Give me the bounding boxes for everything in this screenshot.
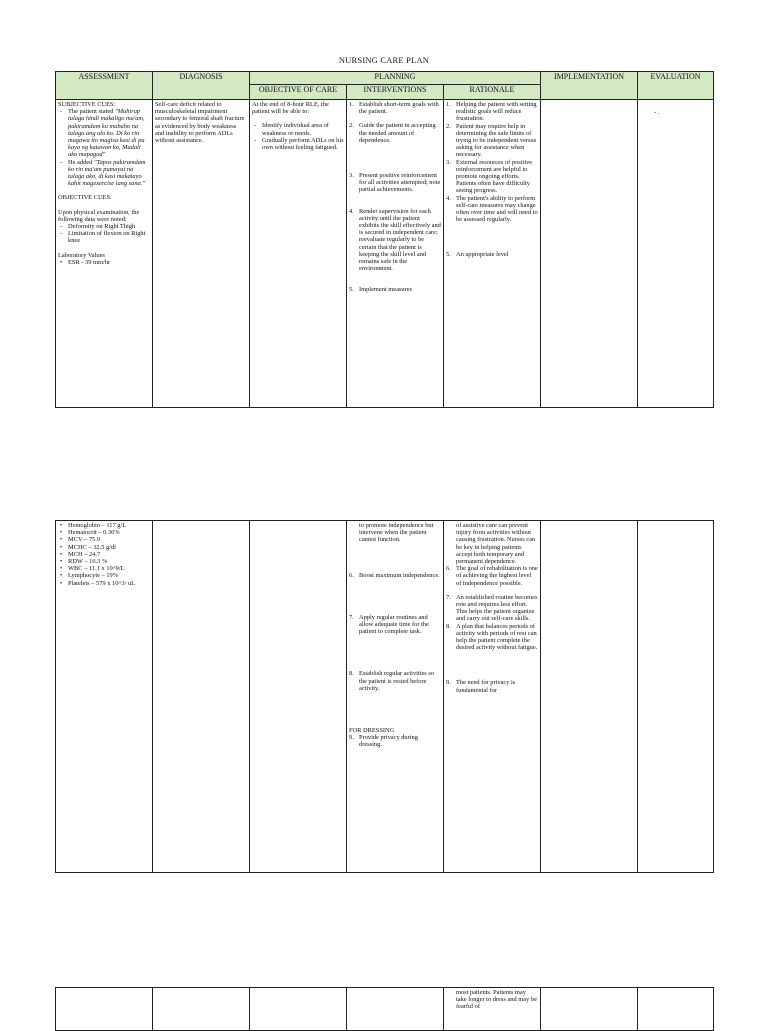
intervention-9 <box>349 734 441 748</box>
rationale-9-start <box>446 679 538 693</box>
intervention-4-number: 4. <box>349 207 354 215</box>
lab-value: • MCHC – 32.5 g/dl <box>58 544 150 551</box>
rationale-cell-continued <box>444 521 541 873</box>
intervention-3-text: Present positive reinforcement for all activities attempted; note partial achievements. <box>359 172 441 194</box>
intervention-5-continued: to promote independence but intervene when the patient cannot function. <box>359 522 434 544</box>
implementation-cell-page-3 <box>541 988 638 1031</box>
content-row-page-2 <box>56 521 714 873</box>
rationale-1-text: Helping the patient with setting realistic goals will reduce frustration. <box>456 101 537 123</box>
interventions-header: INTERVENTIONS <box>347 85 444 100</box>
intervention-1-number: 1. <box>349 101 354 108</box>
intervention-1-text: Establish short-term goals with the patient. <box>359 101 439 116</box>
intervention-5-start <box>349 286 441 293</box>
intervention-6 <box>349 572 441 579</box>
evaluation-cell <box>638 100 714 408</box>
assessment-cell-continued <box>56 521 153 873</box>
rationale-header: RATIONALE <box>444 85 541 100</box>
subjective-cue-1-quote: "Mahirap talaga hindi makaligo ma'am, pakiramdam ko mabaho na talaga ang ulo ko. Di ko rin magawa ito magisa kasi di pa kaya ng katawan ko, Madali ako mapagod" <box>68 108 145 159</box>
rationale-7 <box>446 594 538 623</box>
rationale-4 <box>446 195 538 224</box>
implementation-cell-continued <box>541 521 638 873</box>
intervention-8-text: Establish regular activities so the patient is rested before activity. <box>359 670 435 692</box>
exam-finding-2: - Limitation of flexion on Right knee <box>58 230 150 244</box>
implementation-cell <box>541 100 638 408</box>
rationale-7-number: 7. <box>446 593 451 601</box>
content-row-page-1 <box>56 100 714 408</box>
lab-value: • MCH – 24.7 <box>58 551 150 558</box>
header-row-1 <box>56 72 714 85</box>
assessment-header: ASSESSMENT <box>56 72 153 100</box>
intervention-4 <box>349 208 441 273</box>
rationale-5-text-start: An appropriate level <box>456 251 509 259</box>
intervention-2 <box>349 122 441 144</box>
page-title: NURSING CARE PLAN <box>338 55 430 65</box>
lab-value: • MCV – 75.9 <box>58 536 150 543</box>
objective-goal-1: - Identify individual area of weakness or needs. <box>252 122 344 136</box>
subjective-cue-1-lead: The patient stated <box>68 108 114 116</box>
subjective-heading: SUBJECTIVE CUES: <box>58 101 116 108</box>
intervention-5-number: 5. <box>349 286 354 294</box>
objective-cell <box>250 100 347 408</box>
intervention-2-text: Guide the patient in accepting the needed amount of dependence. <box>359 122 436 144</box>
intervention-4-text: Render supervision for each activity until the patient exhibits the skill effectively and is secured in independent care; reevaluate regularly to be certain that the patient is keeping the skill level and remains safe in the environment. <box>359 207 441 273</box>
diagnosis-cell-continued <box>153 521 250 873</box>
rationale-cell-page-3 <box>444 988 541 1031</box>
lab-value: • Lymphocyte – 19% <box>58 572 150 579</box>
rationale-1 <box>446 101 538 123</box>
lab-esr: • ESR - 39 mm/hr <box>58 259 150 266</box>
lab-heading: Laboratory Values <box>58 251 105 259</box>
rationale-6-number: 6. <box>446 565 451 573</box>
rationale-9-continued: most patients. Patients may take longer to dress and may be fearful of <box>456 989 537 1011</box>
rationale-3 <box>446 159 538 195</box>
dressing-heading: FOR DRESSING <box>349 727 395 735</box>
intervention-8-number: 8. <box>349 670 354 678</box>
intervention-6-number: 6. <box>349 571 354 579</box>
rationale-cell <box>444 100 541 408</box>
interventions-cell-page-3 <box>347 988 444 1031</box>
rationale-5-start <box>446 251 538 258</box>
rationale-2-number: 2. <box>446 122 451 130</box>
intervention-3 <box>349 172 441 194</box>
objective-goal-2: - Gradually perform ADLs on his own without feeling fatigued. <box>252 137 344 151</box>
intervention-1 <box>349 101 441 115</box>
implementation-header: IMPLEMENTATION <box>541 72 638 100</box>
diagnosis-cell: Self-care deficit related to musculoskeletal impairment secondary to femoral shaft fracture as evidenced by body weakness and inability to perform ADLs without assistance. <box>153 100 250 408</box>
intervention-6-text: Boost maximum independence. <box>359 571 440 579</box>
diagnosis-cell-page-3 <box>153 988 250 1031</box>
subjective-cue-2 <box>58 159 150 188</box>
objective-cell-continued <box>250 521 347 873</box>
diagnosis-header: DIAGNOSIS <box>153 72 250 100</box>
objective-intro: At the end of 8-hour RLE, the patient will be able to: <box>252 101 329 116</box>
rationale-5-number: 5. <box>446 251 451 259</box>
rationale-4-text: The patient's ability to perform self-care measures may change often over time and will need to be assessed regularly. <box>456 194 538 224</box>
intervention-7 <box>349 614 441 636</box>
evaluation-header: EVALUATION <box>638 72 714 100</box>
lab-value: • WBC – 11.1 x 10^9/L <box>58 565 150 572</box>
rationale-6-text: The goal of rehabilitation is one of achieving the highest level of independence possible. <box>456 565 538 587</box>
rationale-9-number: 9. <box>446 679 451 687</box>
care-plan-table-page-2 <box>55 520 714 873</box>
lab-value: • RDW – 16.3 % <box>58 558 150 565</box>
rationale-2 <box>446 123 538 159</box>
objective-header: OBJECTIVE OF CARE <box>250 85 347 100</box>
assessment-cell <box>56 100 153 408</box>
objective-heading: OBJECTIVE CUES: <box>58 194 112 202</box>
planning-header: PLANNING <box>250 72 541 85</box>
evaluation-text: - . <box>654 109 660 116</box>
objective-cell-page-3 <box>250 988 347 1031</box>
intervention-9-text: Provide privacy during dressing. <box>359 734 418 749</box>
content-row-page-3 <box>56 988 714 1031</box>
intervention-8 <box>349 670 441 692</box>
rationale-8-text: A plan that balances periods of activity with periods of rest can help the patient complete the desired activity without fatigue. <box>456 622 538 652</box>
evaluation-cell-continued <box>638 521 714 873</box>
rationale-8-number: 8. <box>446 622 451 630</box>
intervention-7-number: 7. <box>349 613 354 621</box>
exam-finding-1: - Deformity on Right Thigh <box>58 223 150 230</box>
rationale-5-continued: of assistive care can prevent injury from activities without causing frustration. Nurses can be key in helping patients accept both temporary and permanent dependence. <box>456 522 536 566</box>
intervention-7-text: Apply regular routines and allow adequate time for the patient to complete task. <box>359 613 429 636</box>
interventions-cell-continued <box>347 521 444 873</box>
evaluation-cell-page-3 <box>638 988 714 1031</box>
intervention-9-number: 9. <box>349 734 354 742</box>
rationale-3-number: 3. <box>446 158 451 166</box>
interventions-cell <box>347 100 444 408</box>
rationale-7-text: An established routine becomes rote and requires less effort. This helps the patient organize and carry out self-care skills. <box>456 593 538 623</box>
rationale-6 <box>446 565 538 587</box>
subjective-cue-2-lead: He added <box>68 158 93 166</box>
rationale-8 <box>446 623 538 652</box>
exam-intro: Upon physical examination, the following data were noted: <box>58 208 140 223</box>
lab-value: • Platelets – 579 x 10^3/ uL <box>58 580 150 587</box>
assessment-cell-page-3 <box>56 988 153 1031</box>
intervention-2-number: 2. <box>349 122 354 130</box>
rationale-9-text-start: The need for privacy is fundamental for <box>456 679 516 694</box>
subjective-cue-1 <box>58 108 150 158</box>
care-plan-table-page-3 <box>55 987 714 1031</box>
intervention-3-number: 3. <box>349 172 354 180</box>
intervention-5-text-start: Implement measures <box>359 286 413 294</box>
lab-value: • Hemoglobin – 117 g/L <box>58 522 150 529</box>
rationale-3-text: External resources of positive reinforcement are helpful to promote ongoing efforts. Patients often have difficulty seeing progress. <box>456 158 533 195</box>
rationale-2-text: Patient may require help in determining the safe limits of trying to be independent versus asking for assistance when necessary. <box>456 122 537 159</box>
lab-value: • Hematocrit – 0.36% <box>58 529 150 536</box>
subjective-cue-2-quote: "Tapos pakiramdam ko rin ma'am pumayat na talaga ako, di kasi makatayo kahit magexercise lang sana." <box>68 158 146 188</box>
care-plan-table-page-1 <box>55 71 714 408</box>
rationale-1-number: 1. <box>446 101 451 108</box>
rationale-4-number: 4. <box>446 194 451 202</box>
